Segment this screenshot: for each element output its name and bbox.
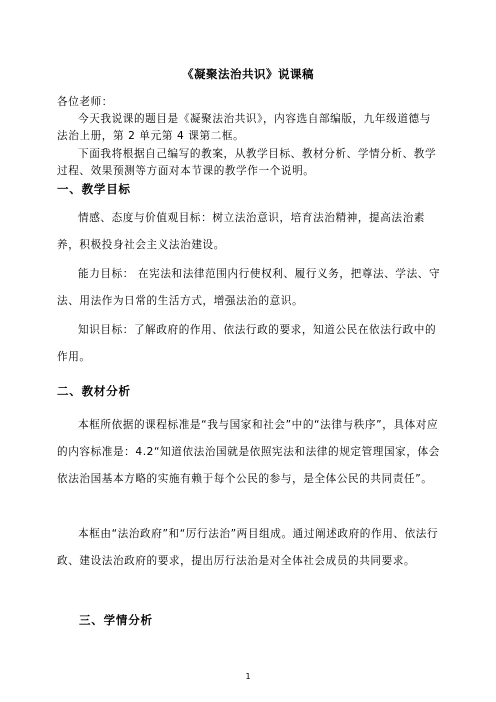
goal-emotion-paragraph: 情感、态度与价值观目标：树立法治意识，培育法治精神，提高法治素养，积极投身社会主义法治建设。 — [57, 212, 426, 251]
page-number: 1 — [245, 672, 251, 681]
goal-ability-paragraph: 能力目标： 在宪法和法律范围内行使权利、履行义务，把尊法、学法、守法、用法作为日常的生活方式，增强法治的意识。 — [57, 268, 441, 307]
section-heading-student-analysis: 三、学情分析 — [79, 613, 153, 627]
section-heading-teaching-goals: 一、教学目标 — [57, 182, 131, 196]
greeting: 各位老师： — [57, 96, 113, 108]
section-heading-textbook-analysis: 二、教材分析 — [57, 384, 131, 398]
analysis-paragraph-2: 本框由“法治政府”和“厉行法治”两目组成。通过阐述政府的作用、依法行政、建设法治政府的要求，提出厉行法治是对全体社会成员的共同要求。 — [57, 528, 439, 567]
intro-paragraph-1: 今天我说课的题目是《凝聚法治共识》，内容选自部编版，九年级道德与法治上册，第 2 单元第 4 课第二框。 — [57, 113, 431, 142]
intro-paragraph-2: 下面我将根据自己编写的教案，从教学目标、教材分析、学情分析、教学过程、效果预测等方面对本节课的教学作一个说明。 — [57, 148, 437, 177]
analysis-paragraph-1: 本框所依据的课程标准是“我与国家和社会”中的“法律与秩序”，具体对应的内容标准是：4.2“知道依法治国就是依照宪法和法律的规定管理国家，体会依法治国基本方略的实施有赖于每个公民的参与，是全体公民的共同责任”。 — [57, 419, 440, 485]
goal-knowledge-paragraph: 知识目标：了解政府的作用、依法行政的要求，知道公民在依法行政中的作用。 — [57, 324, 437, 363]
document-title: 《凝聚法治共识》说课稿 — [182, 67, 314, 81]
